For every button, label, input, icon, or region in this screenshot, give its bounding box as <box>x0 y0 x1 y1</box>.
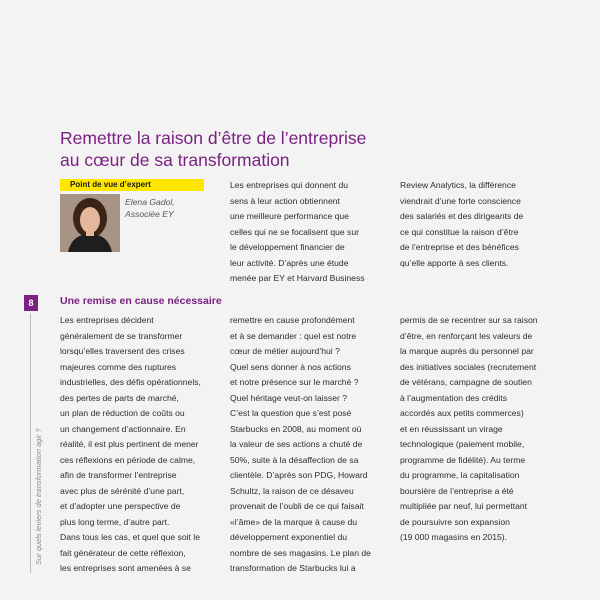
sidebar-divider <box>30 313 31 573</box>
text-line: technologique (paiement mobile, <box>400 439 525 449</box>
page-number: 8 <box>24 295 38 311</box>
text-line: programme de fidélité). Au terme <box>400 454 526 465</box>
author-role: Associée EY <box>125 209 174 219</box>
text-line: Quel sens donner à nos actions <box>230 361 351 372</box>
text-line: d’être, en renforçant les valeurs de <box>400 330 533 341</box>
text-line: qu’elle apporte à ses clients. <box>400 257 509 268</box>
text-line: boursière de l’entreprise a été <box>400 485 514 496</box>
text-line: des pertes de parts de marché, <box>60 392 179 403</box>
text-line: permis de se recentrer sur sa raison <box>400 315 538 325</box>
text-line: lorsqu’elles traversent des crises <box>60 346 185 356</box>
text-line: développement exponentiel du <box>230 532 348 542</box>
text-line: remettre en cause profondément <box>230 315 355 325</box>
text-line: à l’augmentation des crédits <box>400 392 508 403</box>
text-line: ces réflexions en période de calme, <box>60 454 196 465</box>
article-title <box>60 127 440 171</box>
text-line: généralement de se transformer <box>60 330 183 341</box>
text-line: Les entreprises qui donnent du <box>230 180 349 190</box>
text-line: réalité, il est plus pertinent de mener <box>60 439 199 449</box>
text-line: Les entreprises décident <box>60 315 154 325</box>
author-photo <box>60 194 120 252</box>
text-line: transformation de Starbucks lui a <box>230 563 356 573</box>
text-line: de l’entreprise et des bénéfices <box>400 242 519 252</box>
portrait-image <box>60 194 120 252</box>
text-line: Review Analytics, la différence <box>400 180 516 190</box>
text-line: sens à leur action obtiennent <box>230 195 340 206</box>
text-line: afin de transformer l’entreprise <box>60 470 177 480</box>
text-line: avec plus de sérénité d’une part, <box>60 485 185 496</box>
text-line: clientèle. D’après son PDG, Howard <box>230 470 368 480</box>
text-line: celles qui ne se focalisent que sur <box>230 226 359 237</box>
text-line: accordés aux petits commerces) <box>400 408 524 418</box>
author-name: Elena Gadol, <box>125 197 175 207</box>
text-line: le développement financier de <box>230 242 345 252</box>
text-line: et à se demander : quel est notre <box>230 330 357 341</box>
body-column-3 <box>400 313 538 546</box>
text-line: une meilleure performance que <box>230 211 349 221</box>
text-line: des salariés et des dirigeants de <box>400 211 524 221</box>
text-line: C’est la question que s’est posé <box>230 408 352 418</box>
title-line-1: Remettre la raison d’être de l’entreprise <box>60 128 367 148</box>
intro-column-1 <box>230 178 365 287</box>
text-line: Dans tous les cas, et quel que soit le <box>60 532 200 542</box>
expert-badge: Point de vue d’expert <box>60 179 204 191</box>
text-line: Schultz, la raison de ce désaveu <box>230 485 354 496</box>
text-line: provenait de l’oubli de ce qui faisait <box>230 501 364 511</box>
text-line: fait générateur de cette réflexion, <box>60 547 186 558</box>
text-line: la valeur de ses actions a chuté de <box>230 439 363 449</box>
text-line: ce qui constitue la raison d’être <box>400 226 519 237</box>
text-line: des initiatives sociales (recrutement <box>400 361 537 372</box>
text-line: 50%, suite à la désaffection de sa <box>230 454 359 465</box>
section-title: Une remise en cause nécessaire <box>60 295 222 307</box>
text-line: plus long terme, d’autre part. <box>60 516 170 527</box>
text-line: la marque auprès du personnel par <box>400 346 534 356</box>
text-line: viendrait d’une forte conscience <box>400 195 521 206</box>
sidebar-section-label: Sur quels leviers de transformation agir ? <box>34 428 43 565</box>
text-line: «l’âme» de la marque à cause du <box>230 516 358 527</box>
text-line: (19 000 magasins en 2015). <box>400 532 508 542</box>
text-line: menée par EY et Harvard Business <box>230 273 365 283</box>
text-line: de vétérans, campagne de soutien <box>400 377 532 387</box>
text-line: les entreprises sont amenées à se <box>60 563 191 573</box>
text-line: un plan de réduction de coûts ou <box>60 408 185 418</box>
title-line-2: au cœur de sa transformation <box>60 150 290 170</box>
text-line: leur activité. D’après une étude <box>230 257 349 268</box>
text-line: nombre de ses magasins. Le plan de <box>230 547 371 558</box>
text-line: un changement d’actionnaire. En <box>60 423 186 434</box>
text-line: industrielles, des défis opérationnels, <box>60 377 201 387</box>
text-line: du programme, la capitalisation <box>400 470 520 480</box>
body-column-2 <box>230 313 371 577</box>
text-line: Starbucks en 2008, au moment où <box>230 423 362 434</box>
text-line: multipliée par neuf, lui permettant <box>400 501 528 511</box>
text-line: majeures comme des ruptures <box>60 361 177 372</box>
text-line: de poursuivre son expansion <box>400 516 510 527</box>
text-line: et en réussissant un virage <box>400 423 503 434</box>
text-line: et notre présence sur le marché ? <box>230 377 359 387</box>
intro-column-2 <box>400 178 523 271</box>
text-line: et d’adopter une perspective de <box>60 501 181 511</box>
body-column-1 <box>60 313 201 577</box>
author-block <box>125 196 175 220</box>
text-line: cœur de métier aujourd’hui ? <box>230 346 340 356</box>
text-line: Quel héritage veut-on laisser ? <box>230 392 348 403</box>
